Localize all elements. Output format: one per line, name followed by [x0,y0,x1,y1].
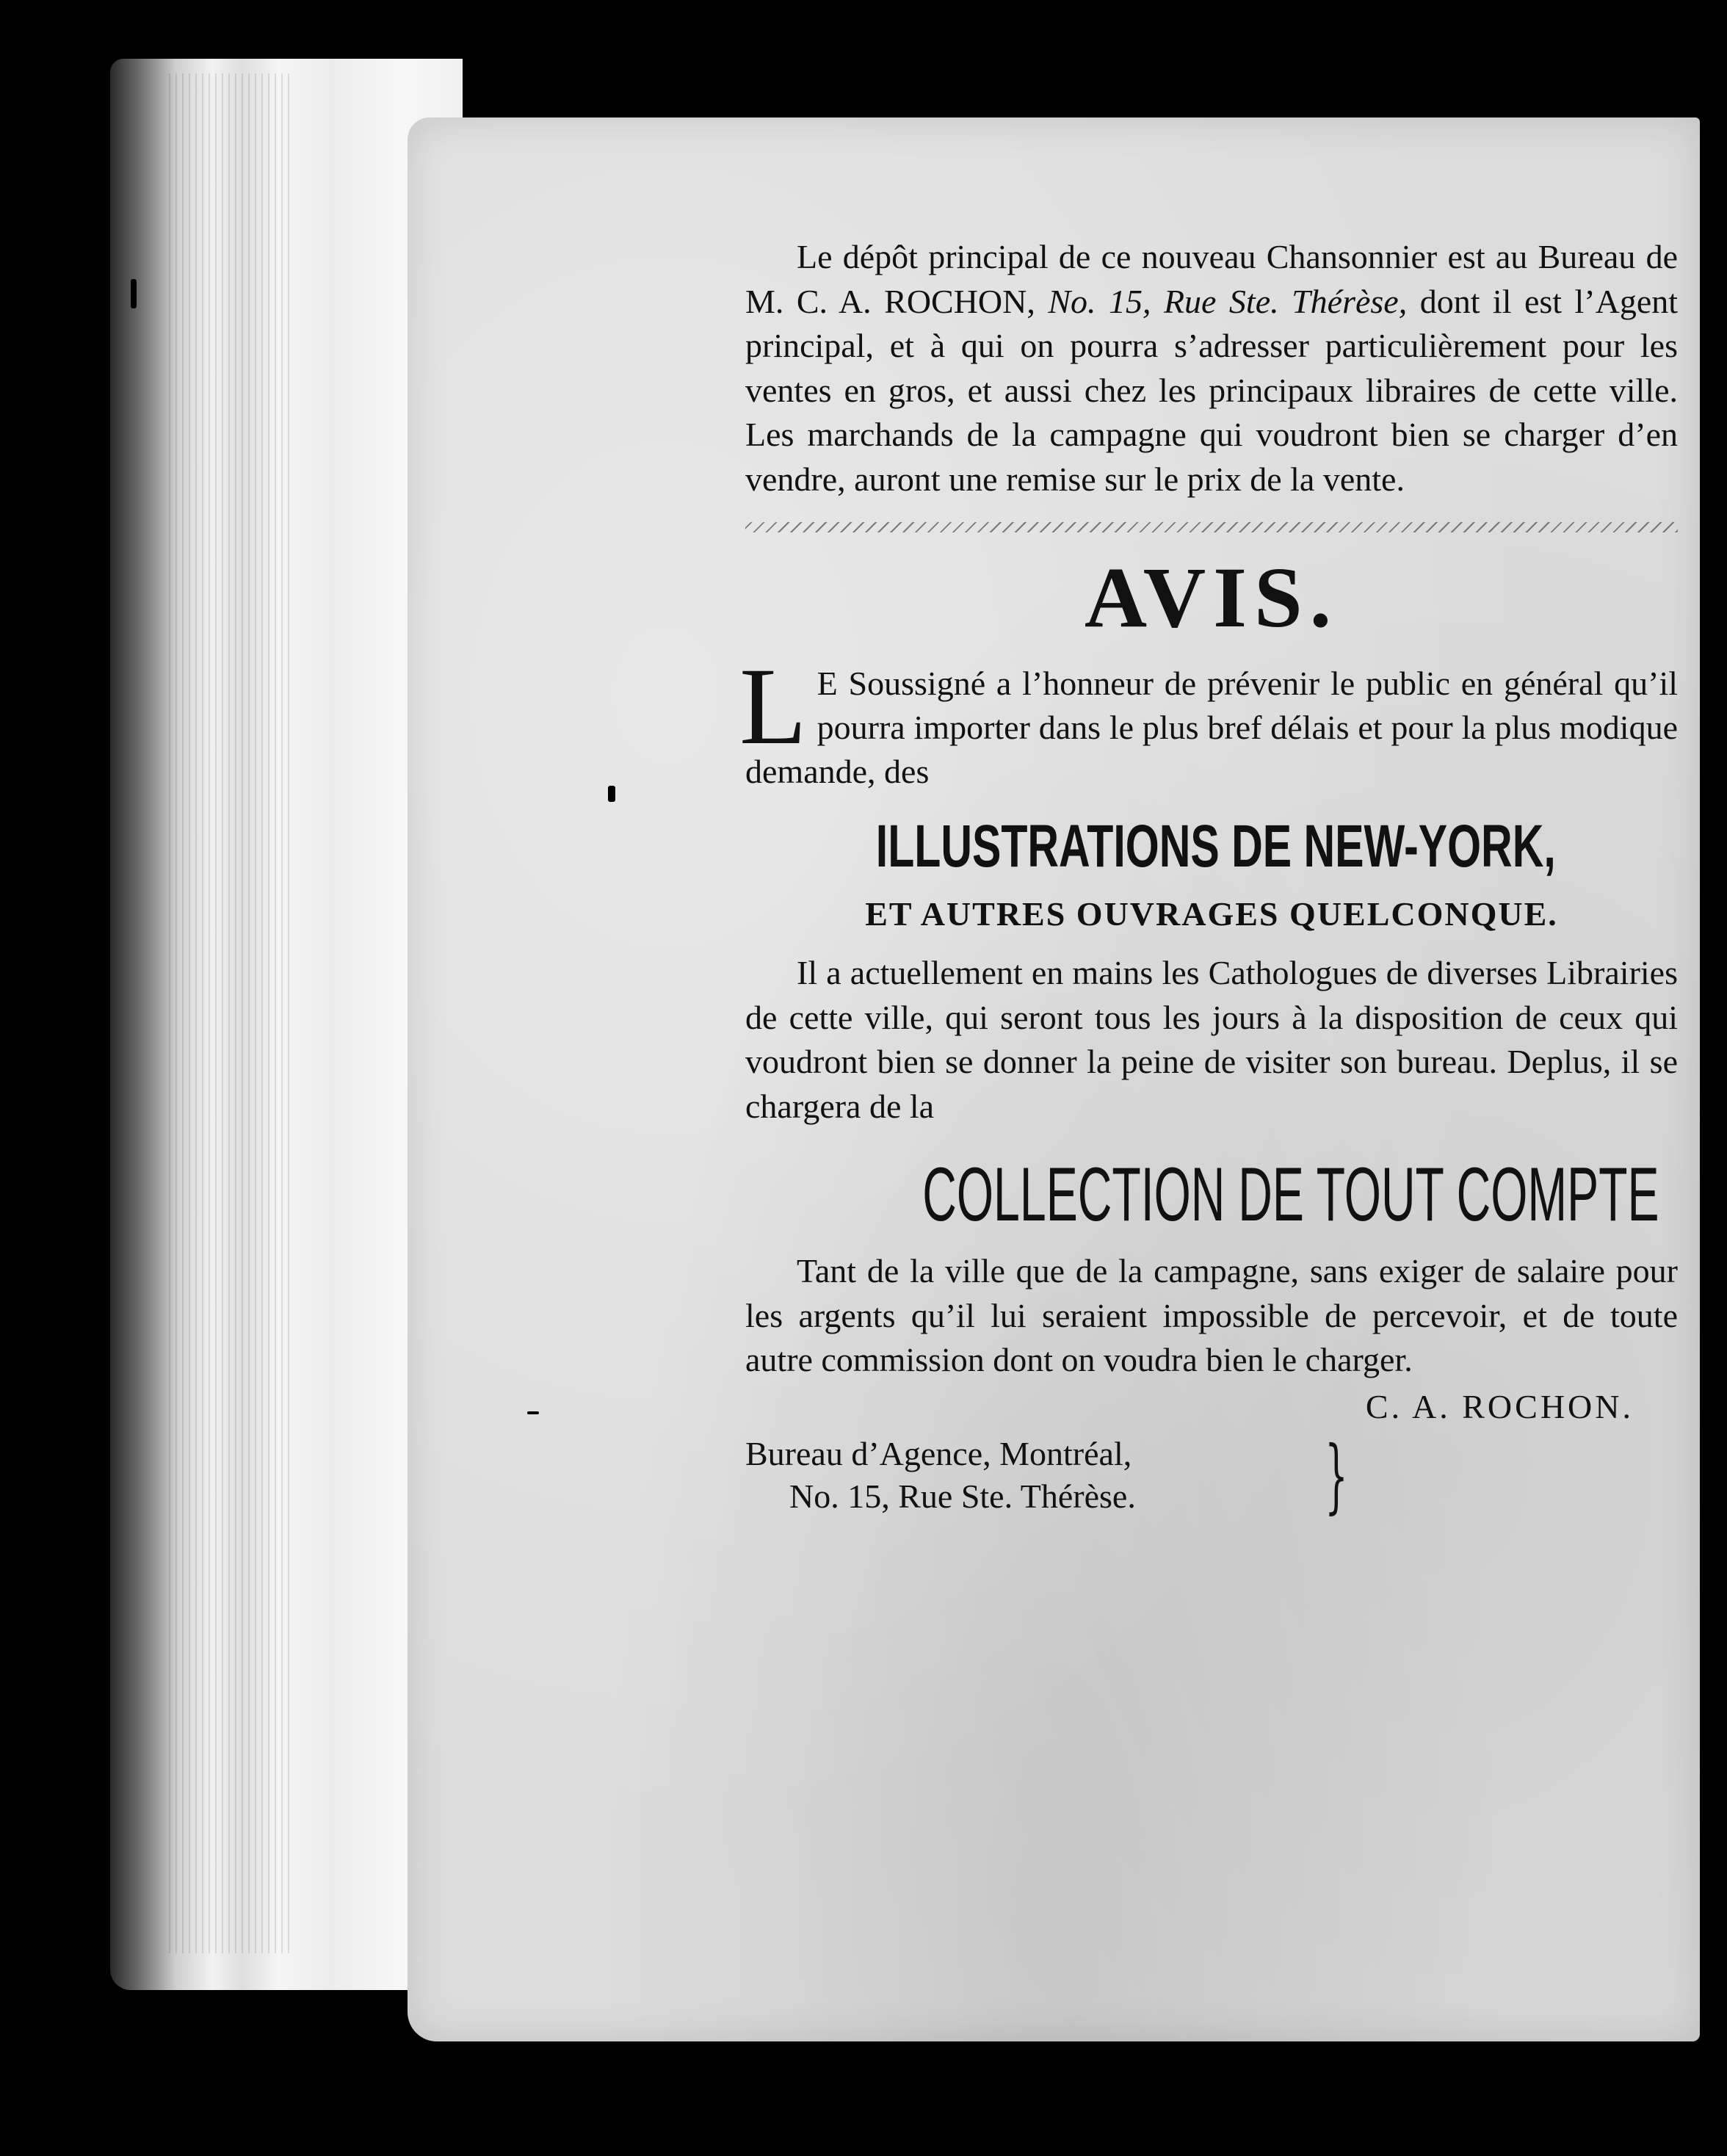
page-content [739,235,1679,1522]
address-block [745,1428,1678,1522]
address-line-2: No. 15, Rue Ste. Thérèse. [789,1477,1136,1515]
intro-line-rest: dont il est l’Agent principal, et à qui on pourra s’adresser particulièrement pour les ventes en gros, et aussi chez les principaux libraires de cette ville. Les marchands de la campagne qui voudront bien se charger d’en vendre, auront une remise sur le prix de la vente. [745,282,1679,498]
intro-line-2: est au Bureau de M. C. A. ROCHON, [745,238,1679,320]
scan-mark [527,1411,539,1414]
scan-mark [608,786,615,802]
collection-text: Tant de la ville que de la campagne, sans exiger de salaire pour les argents qu’il lui seraient impossible de percevoir, et de toute autre commission dont on voudra bien le charger. [745,1252,1678,1378]
autres-ouvrages-heading: ET AUTRES OUVRAGES QUELCONQUE. [865,895,1558,933]
collection-heading: COLLECTION DE TOUT COMPTE [922,1152,1659,1237]
catalogue-paragraph [745,951,1678,1129]
page-stack [169,73,294,1953]
signature: C. A. ROCHON. [1365,1387,1634,1425]
brace-icon: } [1325,1428,1348,1522]
avis-title: AVIS. [1084,549,1339,645]
intro-address-street: Rue Ste. Thérèse, [1163,282,1408,320]
ornamental-divider [745,522,1678,532]
announcement-text: E Soussigné a l’honneur de prévenir le public en général qu’il pourra importer dans le plus bref délais et pour la plus modique demande, des [745,665,1678,790]
collection-paragraph [745,1249,1678,1383]
announcement-paragraph [739,645,1678,794]
intro-address-number: No. 15, [1048,282,1151,320]
drop-cap: L [739,645,807,767]
intro-line-1: Le dépôt principal de ce nouveau Chansonnier [797,238,1438,275]
catalogue-text: Il a actuellement en mains les Cathologues de diverses Librairies de cette ville, qui seront tous les jours à la disposition de ceux qui voudront bien se donner la peine de visiter son bureau. Deplus, il se chargera de la [745,954,1678,1125]
address-line-1: Bureau d’Agence, Montréal, [745,1434,1132,1472]
intro-paragraph [745,235,1678,502]
illustrations-heading: ILLUSTRATIONS DE NEW-YORK, [875,813,1556,880]
scan-mark [131,279,137,308]
